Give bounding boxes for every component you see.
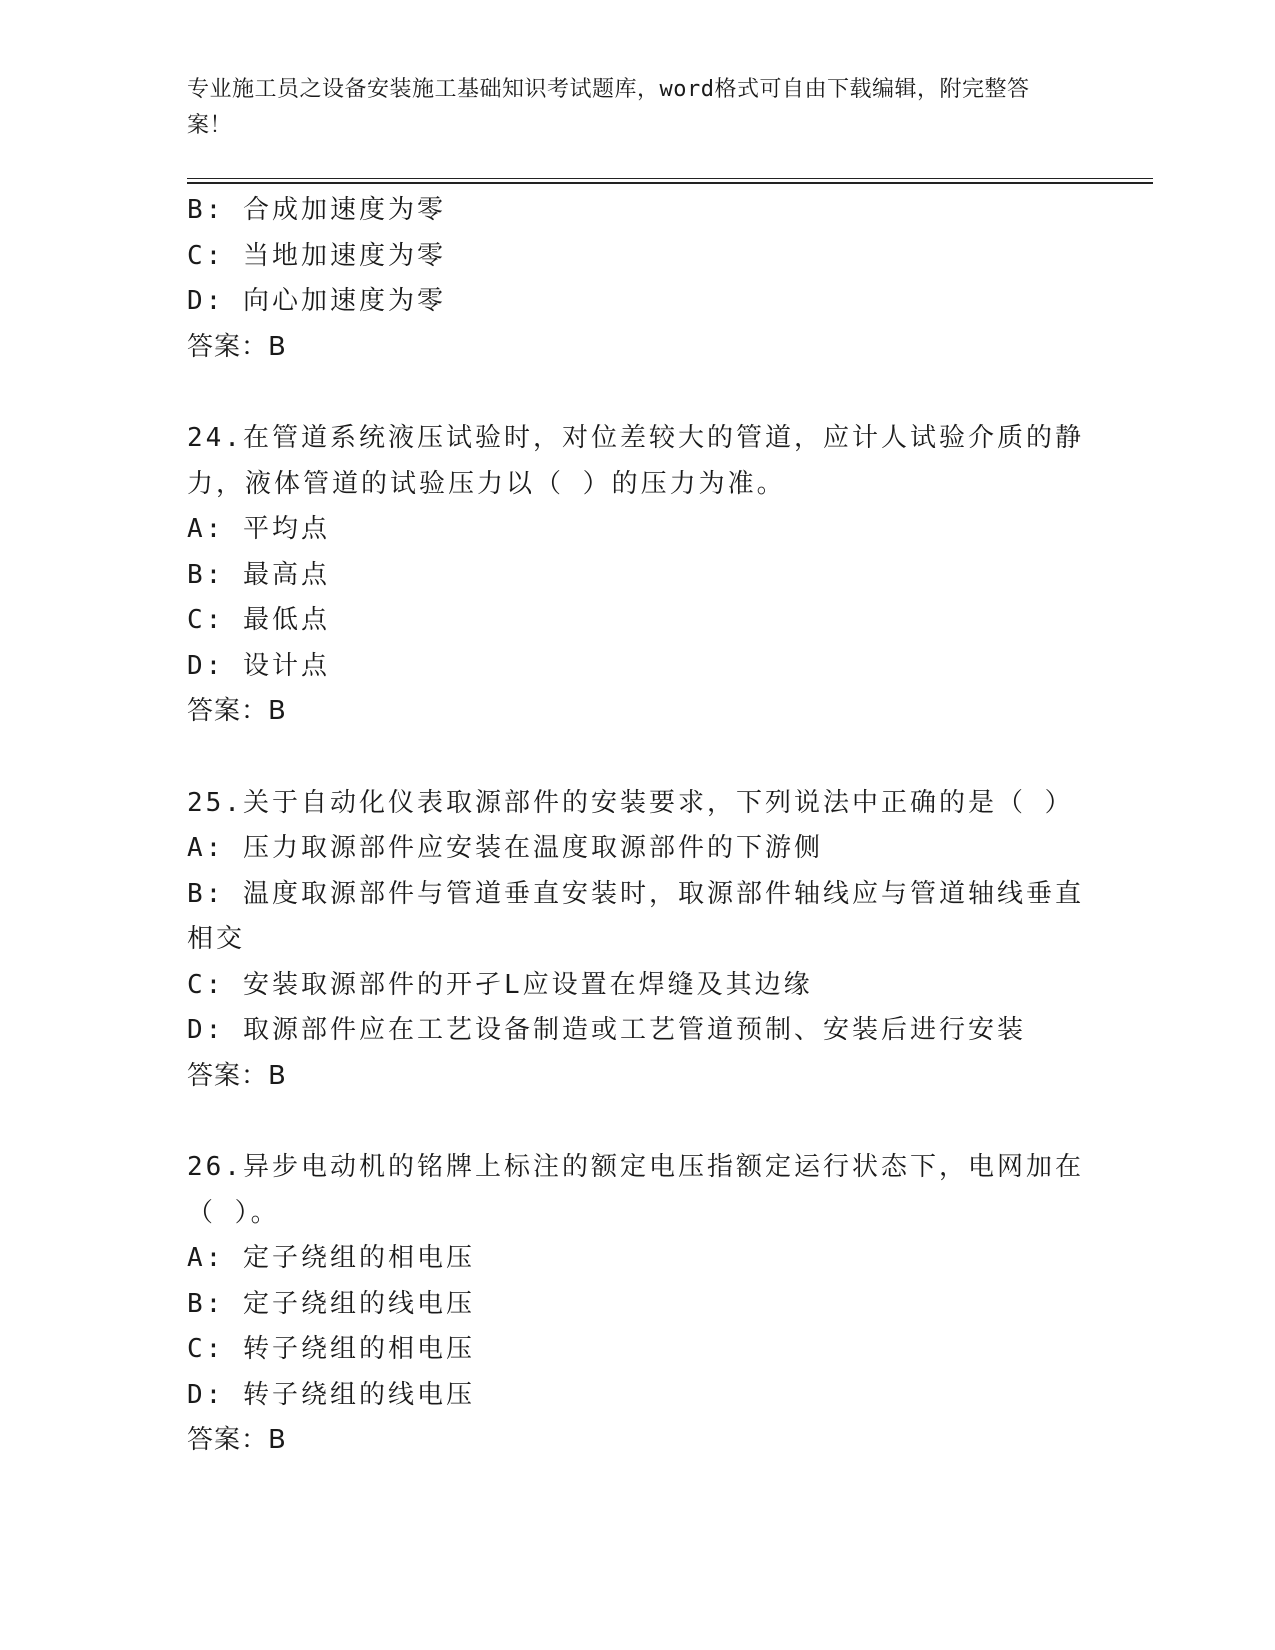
answer: 答案：B (187, 1060, 287, 1091)
question-23-partial (187, 188, 1087, 370)
question-spacer (187, 370, 1087, 416)
option-c: C: 安装取源部件的开孑L应设置在焊缝及其边缘 (187, 969, 813, 1000)
document-body (187, 188, 1087, 1464)
answer: 答案：B (187, 331, 287, 362)
option-c: C: 当地加速度为零 (187, 240, 446, 271)
question-spacer (187, 735, 1087, 781)
answer: 答案：B (187, 696, 287, 726)
option-d: D: 向心加速度为零 (187, 286, 446, 316)
header-divider (187, 178, 1153, 184)
option-b: B: 温度取源部件与管道垂直安装时，取源部件轴线应与管道轴线垂直相交 (187, 878, 1084, 954)
option-b: B: 最高点 (187, 559, 330, 590)
question-spacer (187, 1099, 1087, 1145)
option-c: C: 最低点 (187, 605, 330, 635)
option-a: A: 定子绕组的相电压 (187, 1243, 475, 1273)
question-text: 26.异步电动机的铭牌上标注的额定电压指额定运行状态下，电网加在（ ）。 (187, 1152, 1084, 1228)
question-24 (187, 416, 1087, 735)
option-d: D: 设计点 (187, 650, 330, 681)
option-a: A: 平均点 (187, 514, 330, 544)
page-header (187, 72, 1067, 144)
option-b: B: 合成加速度为零 (187, 195, 446, 225)
option-d: D: 转子绕组的线电压 (187, 1379, 475, 1410)
question-25 (187, 781, 1087, 1100)
answer: 答案：B (187, 1425, 287, 1455)
option-b: B: 定子绕组的线电压 (187, 1288, 475, 1319)
question-text: 25.关于自动化仪表取源部件的安装要求，下列说法中正确的是（ ） (187, 787, 1074, 818)
document-title: 专业施工员之设备安装施工基础知识考试题库，word格式可自由下载编辑，附完整答案！ (187, 77, 1030, 138)
option-c: C: 转子绕组的相电压 (187, 1334, 475, 1364)
option-a: A: 压力取源部件应安装在温度取源部件的下游侧 (187, 833, 823, 863)
question-26 (187, 1145, 1087, 1464)
question-text: 24.在管道系统液压试验时，对位差较大的管道，应计人试验介质的静力，液体管道的试验压力以（ ）的压力为准。 (187, 423, 1084, 499)
option-d: D: 取源部件应在工艺设备制造或工艺管道预制、安装后进行安装 (187, 1015, 1026, 1045)
